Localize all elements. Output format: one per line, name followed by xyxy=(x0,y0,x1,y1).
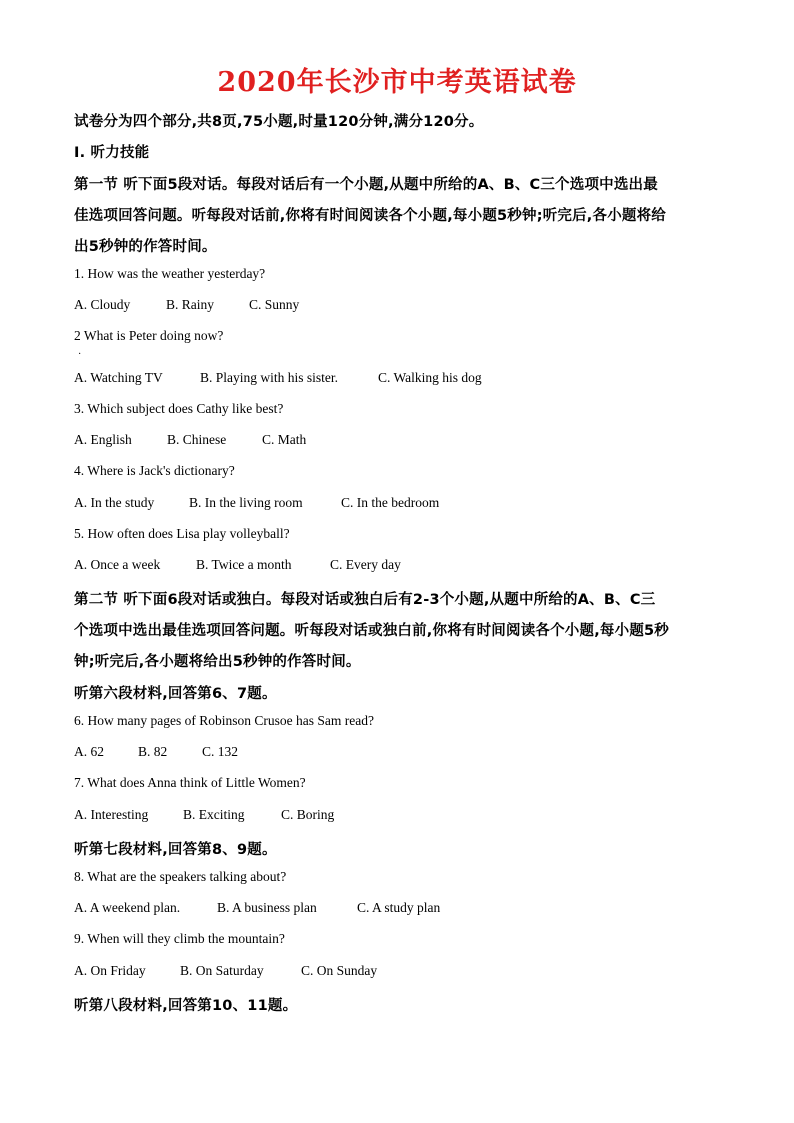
question-2-options xyxy=(74,370,482,386)
option-c: C. Every day xyxy=(330,557,401,572)
option-c: C. A study plan xyxy=(357,900,441,915)
section2-line-1: 第二节 听下面6段对话或独白。每段对话或独白后有2-3个小题,从题中所给的A、B、C三 xyxy=(74,592,656,608)
option-a: A. Once a week xyxy=(74,557,161,572)
option-b: B. On Saturday xyxy=(180,963,264,978)
question-4-options xyxy=(74,495,439,511)
option-a: A. English xyxy=(74,432,132,447)
option-a: A. A weekend plan. xyxy=(74,900,181,915)
section1-line-3: 出5秒钟的作答时间。 xyxy=(74,239,217,255)
question-1: 1. How was the weather yesterday? xyxy=(74,266,266,281)
option-c: C. 132 xyxy=(202,744,239,759)
question-9: 9. When will they climb the mountain? xyxy=(74,931,285,946)
option-c: C. Sunny xyxy=(249,297,300,312)
stray-mark: · xyxy=(78,349,82,360)
option-c: C. On Sunday xyxy=(301,963,378,978)
question-7-options xyxy=(74,807,334,823)
question-5-options xyxy=(74,557,401,573)
option-b: B. Chinese xyxy=(167,432,227,447)
material-7-heading: 听第七段材料,回答第8、9题。 xyxy=(74,842,277,858)
option-b: B. Exciting xyxy=(183,807,245,822)
option-c: C. In the bedroom xyxy=(341,495,440,510)
material-8-heading: 听第八段材料,回答第10、11题。 xyxy=(74,998,298,1014)
question-3-options xyxy=(74,432,306,448)
question-2: 2 What is Peter doing now? xyxy=(74,328,224,343)
part-heading: I. 听力技能 xyxy=(74,145,150,161)
option-a: A. Cloudy xyxy=(74,297,131,312)
option-a: A. Interesting xyxy=(74,807,149,822)
section1-line-2: 佳选项回答问题。听每段对话前,你将有时间阅读各个小题,每小题5秒钟;听完后,各小题将给 xyxy=(74,208,667,224)
section2-line-3: 钟;听完后,各小题将给出5秒钟的作答时间。 xyxy=(74,654,361,670)
option-b: B. Twice a month xyxy=(196,557,292,572)
question-7: 7. What does Anna think of Little Women? xyxy=(74,775,306,790)
exam-intro: 试卷分为四个部分,共8页,75小题,时量120分钟,满分120分。 xyxy=(74,114,484,130)
option-a: A. Watching TV xyxy=(74,370,163,385)
material-6-heading: 听第六段材料,回答第6、7题。 xyxy=(74,686,277,702)
option-c: C. Boring xyxy=(281,807,335,822)
question-5: 5. How often does Lisa play volleyball? xyxy=(74,526,290,541)
option-c: C. Math xyxy=(262,432,307,447)
option-b: B. A business plan xyxy=(217,900,317,915)
option-b: B. In the living room xyxy=(189,495,303,510)
option-a: A. 62 xyxy=(74,744,104,759)
question-6: 6. How many pages of Robinson Crusoe has Sam read? xyxy=(74,713,374,728)
question-3: 3. Which subject does Cathy like best? xyxy=(74,401,284,416)
question-8-options xyxy=(74,900,440,916)
option-c: C. Walking his dog xyxy=(378,370,482,385)
question-4: 4. Where is Jack's dictionary? xyxy=(74,463,235,478)
question-9-options xyxy=(74,963,377,979)
option-a: A. In the study xyxy=(74,495,155,510)
question-1-options xyxy=(74,297,299,313)
page-title: 2020年长沙市中考英语试卷 xyxy=(217,67,577,98)
option-b: B. 82 xyxy=(138,744,168,759)
option-a: A. On Friday xyxy=(74,963,146,978)
section2-line-2: 个选项中选出最佳选项回答问题。听每段对话或独白前,你将有时间阅读各个小题,每小题5秒 xyxy=(74,623,670,639)
option-b: B. Rainy xyxy=(166,297,215,312)
option-b: B. Playing with his sister. xyxy=(200,370,339,385)
section1-line-1: 第一节 听下面5段对话。每段对话后有一个小题,从题中所给的A、B、C三个选项中选出最 xyxy=(74,177,658,193)
question-8: 8. What are the speakers talking about? xyxy=(74,869,287,884)
question-6-options xyxy=(74,744,238,760)
